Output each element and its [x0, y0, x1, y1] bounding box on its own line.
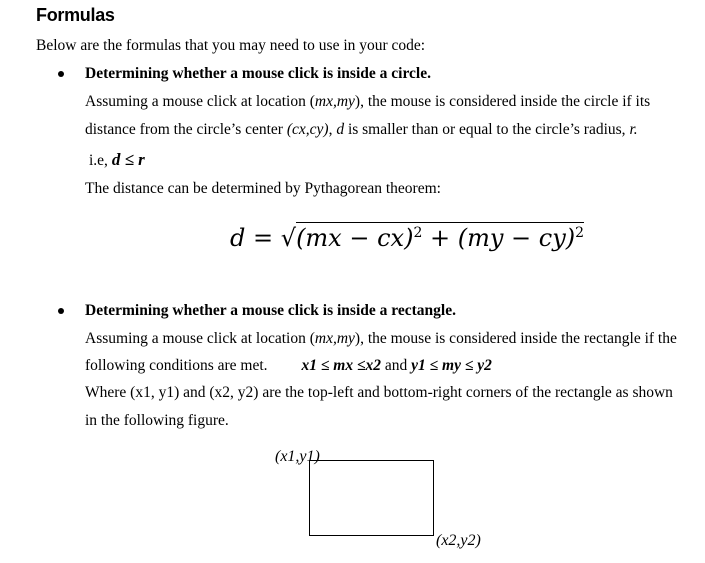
condition-y: y1 ≤ my ≤ y2 — [411, 357, 492, 374]
text: i.e, — [89, 152, 108, 169]
var: mx,my — [314, 330, 355, 347]
rect-line-4: in the following figure. — [85, 412, 229, 429]
eq: = — [253, 224, 274, 252]
circle-section-title: Determining whether a mouse click is inside a circle. — [85, 65, 431, 82]
var: (cx,cy) — [286, 121, 329, 138]
circle-ie — [89, 151, 145, 170]
condition-x: x1 ≤ mx ≤x2 — [301, 357, 381, 374]
text: is smaller than or equal to the circle’s radius, — [344, 121, 630, 138]
label-top-left: (x1,y1) — [275, 448, 320, 465]
circle-line-1 — [85, 93, 650, 111]
circle-line-2 — [85, 121, 638, 139]
rect-line-2 — [85, 357, 492, 375]
lhs: d — [230, 224, 246, 252]
bullet-icon — [58, 308, 64, 314]
var: d — [336, 121, 345, 138]
text: ), the mouse is considered inside the rectangle if the — [354, 330, 677, 347]
text: and — [384, 357, 408, 374]
distance-formula — [230, 222, 584, 252]
radicand — [296, 222, 584, 252]
exp: 2 — [413, 225, 423, 241]
term: + (my − cy) — [422, 224, 576, 252]
sqrt-icon: √ — [280, 224, 297, 252]
text: ), the mouse is considered inside the circle if its — [354, 93, 651, 110]
term: (mx − cx) — [296, 224, 414, 252]
page-title: Formulas — [36, 5, 115, 25]
text: Assuming a mouse click at location ( — [85, 93, 315, 110]
rect-line-3: Where (x1, y1) and (x2, y2) are the top-left and bottom-right corners of the rectangle as shown — [85, 384, 673, 401]
rect-section-title: Determining whether a mouse click is inside a rectangle. — [85, 302, 456, 319]
bullet-icon — [58, 71, 64, 77]
pythagoras-text: The distance can be determined by Pythagorean theorem: — [85, 180, 441, 197]
text: following conditions are met. — [85, 357, 268, 374]
text: distance from the circle’s center — [85, 121, 287, 138]
var: mx,my — [314, 93, 355, 110]
var: r. — [629, 121, 638, 138]
rectangle-figure — [309, 460, 434, 536]
intro-text: Below are the formulas that you may need to use in your code: — [36, 37, 426, 54]
rect-line-1 — [85, 330, 677, 348]
expr: d ≤ r — [111, 150, 145, 169]
exp: 2 — [575, 225, 585, 241]
text: Assuming a mouse click at location ( — [85, 330, 315, 347]
label-bottom-right: (x2,y2) — [436, 532, 481, 549]
text: , — [328, 121, 337, 138]
